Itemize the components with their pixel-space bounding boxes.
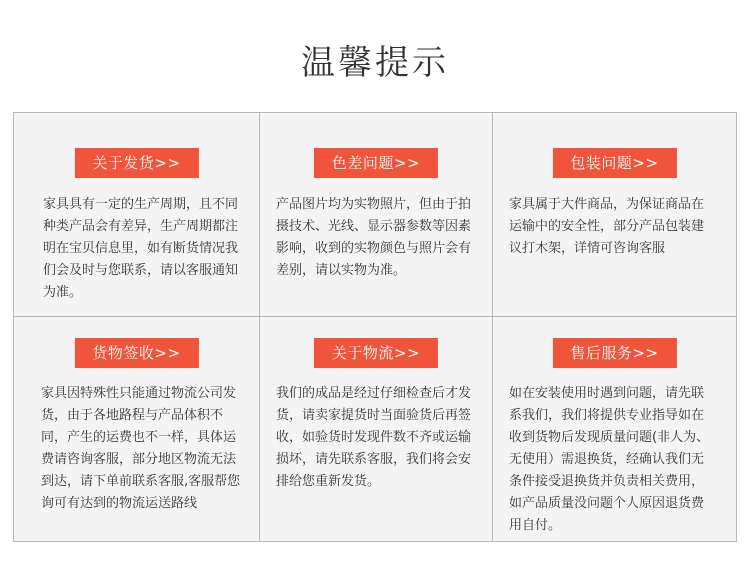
card-title-receipt[interactable]: 货物签收>> (74, 338, 198, 368)
card-after-sales (493, 317, 736, 541)
card-title-color-difference[interactable]: 色差问题>> (314, 148, 438, 178)
card-title-shipping[interactable]: 关于发货>> (74, 148, 198, 178)
card-text-receipt: 家具因特殊性只能通过物流公司发货，由于各地路程与产品体积不同，产生的运费也不一样，具体运费请咨询客服，部分地区物流无法到达，请下单前联系客服,客服帮您询可有达到的物流运送路线 (41, 386, 241, 511)
card-text-packaging: 家具属于大件商品，为保证商品在运输中的安全性，部分产品包装建议打木架，详情可咨询客服 (509, 197, 705, 256)
page-title: 温馨提示 (301, 43, 449, 83)
notice-grid (13, 112, 737, 542)
card-color-difference (260, 113, 493, 317)
card-packaging (493, 113, 736, 317)
card-title-packaging[interactable]: 包装问题>> (552, 148, 676, 178)
card-text-after-sales: 如在安装使用时遇到问题，请先联系我们，我们将提供专业指导如在收到货物后发现质量问题(非人为、无使用）需退换货，经确认我们无条件接受退换货并负责相关费用，如产品质量没问题个人原因退货费用自付。 (509, 386, 710, 533)
card-receipt (14, 317, 260, 541)
card-text-logistics: 我们的成品是经过仔细检查后才发货，请卖家提货时当面验货后再签收，如验货时发现件数不齐或运输损坏，请先联系客服，我们将会安排给您重新发货。 (276, 386, 472, 489)
card-shipping (14, 113, 260, 317)
card-logistics (260, 317, 493, 541)
card-title-logistics[interactable]: 关于物流>> (314, 338, 438, 368)
card-text-color-difference: 产品图片均为实物照片，但由于拍摄技术、光线、显示器参数等因素影响，收到的实物颜色与照片会有差别，请以实物为准。 (276, 197, 472, 278)
card-text-shipping: 家具具有一定的生产周期，且不同种类产品会有差异，生产周期都注明在宝贝信息里，如有断货情况我们会及时与您联系，请以客服通知为准。 (43, 197, 239, 300)
card-title-after-sales[interactable]: 售后服务>> (552, 338, 676, 368)
